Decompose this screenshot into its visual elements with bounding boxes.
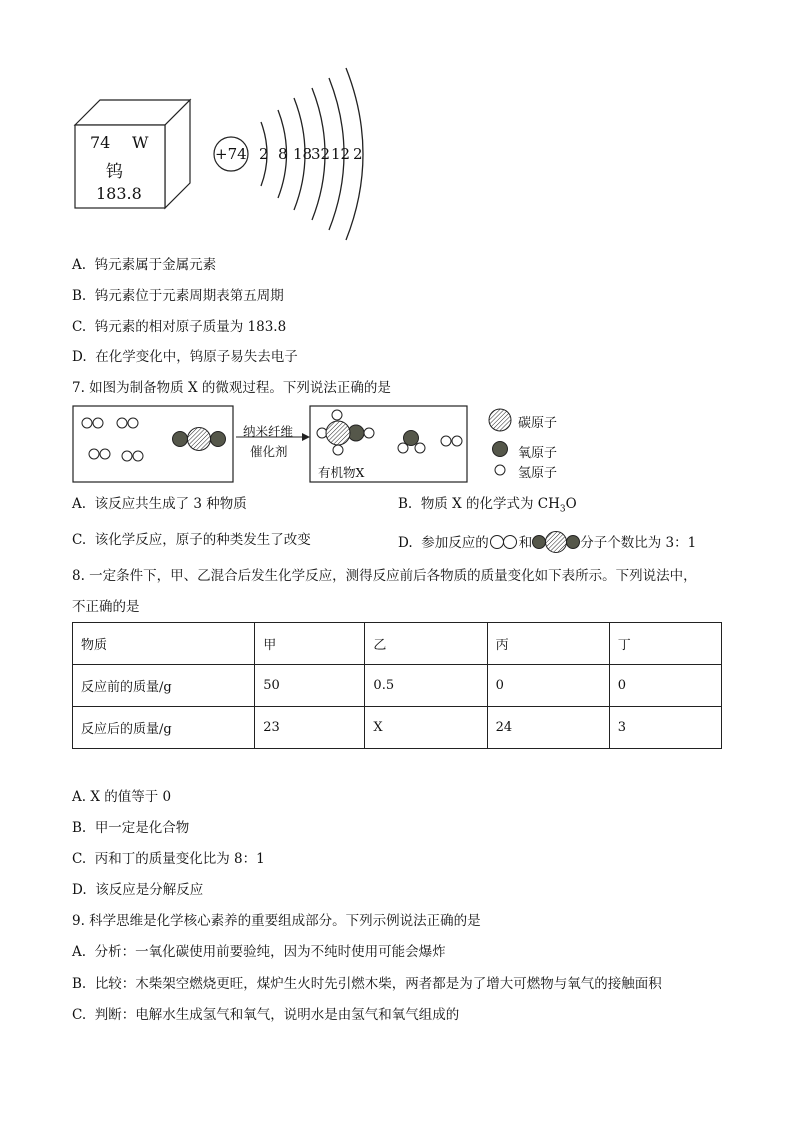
arrow-label-top: 纳米纤维 — [243, 424, 294, 439]
table-cell: 反应前的质量/g — [73, 665, 255, 707]
q6-option-a: A. 钨元素属于金属元素 — [72, 257, 217, 273]
arrow-label-bottom: 催化剂 — [250, 444, 288, 459]
table-cell: 丁 — [609, 623, 721, 665]
element-symbol: W — [132, 133, 149, 152]
product-label: 有机物X — [318, 465, 365, 480]
table-cell: 23 — [255, 707, 365, 749]
shell-electrons-6: 2 — [353, 145, 363, 163]
mass-table — [72, 622, 722, 749]
q7-option-d: D. 参加反应的 和 分子个数比为 3：1 — [398, 531, 696, 553]
element-number: 74 — [90, 133, 111, 152]
table-cell: 物质 — [73, 623, 255, 665]
co2-molecule-icon — [532, 531, 580, 553]
table-cell: 0 — [487, 665, 609, 707]
nucleus-label: +74 — [215, 145, 247, 163]
q8-option-c: C. 丙和丁的质量变化比为 8：1 — [72, 851, 265, 867]
q9-stem: 9. 科学思维是化学核心素养的重要组成部分。下列示例说法正确的是 — [72, 913, 481, 929]
q8-option-a: A. X 的值等于 0 — [72, 789, 172, 805]
legend-oxygen-label: 氧原子 — [518, 446, 558, 461]
table-cell: 乙 — [365, 623, 487, 665]
q6-option-c: C. 钨元素的相对原子质量为 183.8 — [72, 319, 287, 335]
q7-option-a: A. 该反应共生成了 3 种物质 — [72, 496, 247, 512]
q9-option-b: B. 比较：木柴架空燃烧更旺，煤炉生火时先引燃木柴，两者都是为了增大可燃物与氧气的接触面积 — [72, 976, 662, 992]
table-row — [73, 707, 722, 749]
table-cell: 0.5 — [365, 665, 487, 707]
shell-electrons-2: 8 — [278, 145, 288, 163]
q7-option-c: C. 该化学反应，原子的种类发生了改变 — [72, 532, 311, 548]
q7-option-b: B. 物质 X 的化学式为 $CH_3O$ — [398, 496, 577, 515]
table-cell: 50 — [255, 665, 365, 707]
table-cell: 3 — [609, 707, 721, 749]
table-cell: X — [365, 707, 487, 749]
q8-option-d: D. 该反应是分解反应 — [72, 882, 204, 898]
element-mass: 183.8 — [96, 184, 142, 203]
oxygen-atom-icon — [493, 442, 508, 457]
hydrogen-molecule-icon — [489, 534, 519, 550]
shell-electrons-3: 18 — [293, 145, 313, 163]
table-cell: 0 — [609, 665, 721, 707]
q6-option-b: B. 钨元素位于元素周期表第五周期 — [72, 288, 284, 304]
table-cell: 甲 — [255, 623, 365, 665]
q8-stem-line1: 8. 一定条件下，甲、乙混合后发生化学反应，测得反应前后各物质的质量变化如下表所示。下列说法中， — [72, 568, 697, 584]
q8-option-b: B. 甲一定是化合物 — [72, 820, 190, 836]
legend-hydrogen-label: 氢原子 — [518, 466, 558, 481]
table-cell: 24 — [487, 707, 609, 749]
q7-stem: 7. 如图为制备物质 X 的微观过程。下列说法正确的是 — [72, 380, 391, 396]
element-name: 钨 — [106, 162, 123, 182]
q6-option-d: D. 在化学变化中，钨原子易失去电子 — [72, 349, 298, 365]
shell-electrons-5: 12 — [331, 145, 351, 163]
q8-stem-line2: 不正确的是 — [72, 599, 140, 615]
table-row — [73, 665, 722, 707]
table-cell: 反应后的质量/g — [73, 707, 255, 749]
legend-carbon-label: 碳原子 — [518, 416, 558, 431]
table-cell: 丙 — [487, 623, 609, 665]
hydrogen-atom-icon — [495, 465, 505, 475]
q9-option-c: C. 判断：电解水生成氢气和氧气，说明水是由氢气和氧气组成的 — [72, 1007, 460, 1023]
q9-option-a: A. 分析：一氧化碳使用前要验纯，因为不纯时使用可能会爆炸 — [72, 944, 446, 960]
shell-electrons-4: 32 — [311, 145, 331, 163]
table-header-row — [73, 623, 722, 665]
carbon-atom-icon — [489, 409, 511, 431]
shell-electrons-1: 2 — [259, 145, 269, 163]
